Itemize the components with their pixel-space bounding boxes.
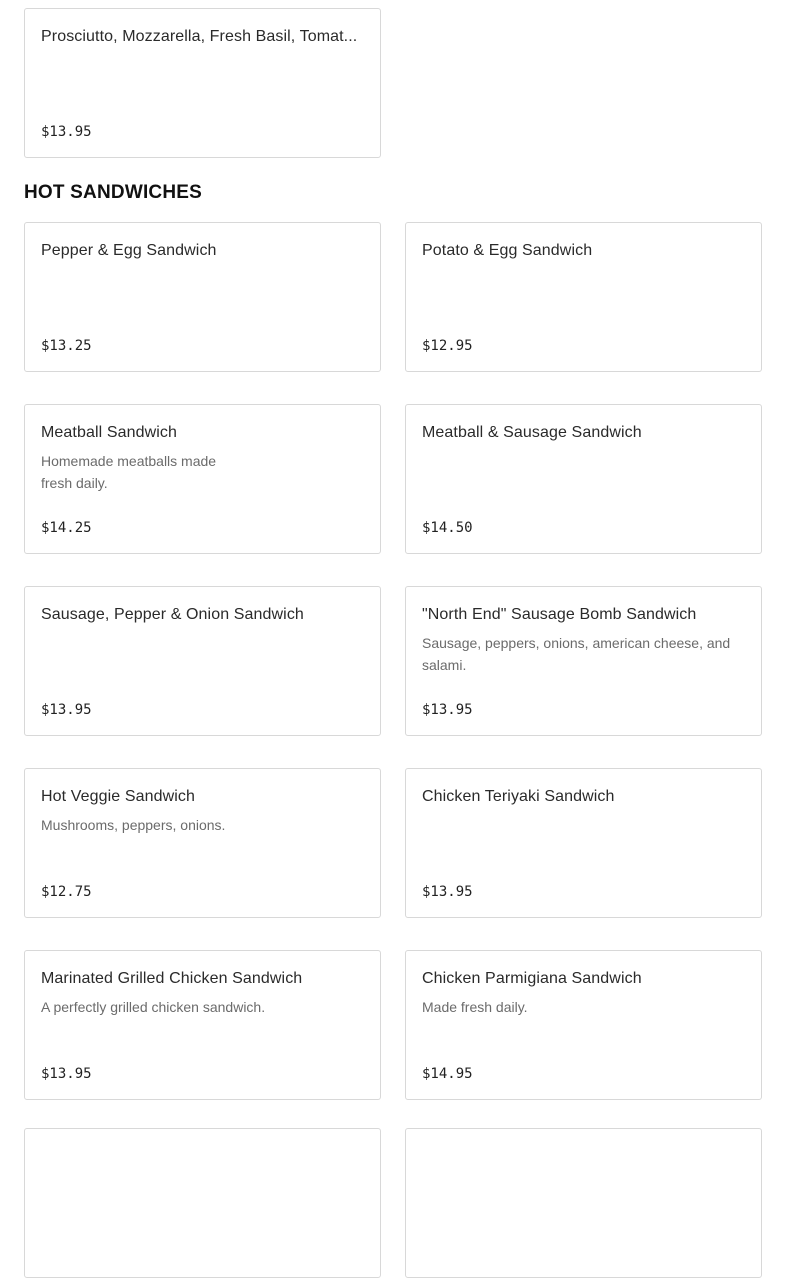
menu-item-card[interactable] — [24, 768, 381, 918]
menu-item-card[interactable] — [405, 222, 762, 372]
menu-item-name: Pepper & Egg Sandwich — [41, 242, 217, 259]
menu-item-price: $12.95 — [422, 338, 473, 354]
menu-item-name: Meatball Sandwich — [41, 424, 177, 441]
menu-item-price: $14.50 — [422, 520, 473, 536]
menu-item-name: Marinated Grilled Chicken Sandwich — [41, 970, 303, 987]
menu-item-price: $13.95 — [422, 702, 473, 718]
menu-item-card[interactable] — [24, 1128, 381, 1278]
menu-item-card[interactable] — [24, 404, 381, 554]
menu-item-price: $14.95 — [422, 1066, 473, 1082]
menu-item-card[interactable] — [405, 586, 762, 736]
menu-item-name: "North End" Sausage Bomb Sandwich — [422, 606, 697, 623]
menu-item-description: Mushrooms, peppers, onions. — [41, 817, 226, 833]
menu-item-name: Hot Veggie Sandwich — [41, 788, 196, 805]
menu-item-price: $13.95 — [41, 124, 92, 140]
menu-item-price: $13.95 — [41, 1066, 92, 1082]
menu-item-description: Made fresh daily. — [422, 999, 528, 1015]
menu-item-card[interactable] — [24, 8, 381, 158]
menu-item-card[interactable] — [24, 586, 381, 736]
menu-item-card[interactable] — [405, 768, 762, 918]
section-heading-hot-sandwiches: HOT SANDWICHES — [24, 182, 203, 203]
menu-item-description: A perfectly grilled chicken sandwich. — [41, 999, 266, 1015]
menu-item-card[interactable] — [24, 222, 381, 372]
menu-item-name: Potato & Egg Sandwich — [422, 242, 593, 259]
menu-item-card[interactable] — [405, 950, 762, 1100]
menu-item-price: $13.95 — [422, 884, 473, 900]
menu-item-description: Sausage, peppers, onions, american cheese, and salami. — [422, 635, 731, 673]
menu-item-card[interactable] — [405, 404, 762, 554]
menu-item-card[interactable] — [24, 950, 381, 1100]
menu-item-name: Sausage, Pepper & Onion Sandwich — [41, 606, 304, 623]
menu-item-card[interactable] — [405, 1128, 762, 1278]
menu-item-price: $12.75 — [41, 884, 92, 900]
menu-item-description: Homemade meatballs made fresh daily. — [41, 453, 217, 491]
menu-item-name: Meatball & Sausage Sandwich — [422, 424, 642, 441]
menu-item-price: $13.95 — [41, 702, 92, 718]
menu-item-price: $13.25 — [41, 338, 92, 354]
menu-item-name: Chicken Teriyaki Sandwich — [422, 788, 615, 805]
menu-item-price: $14.25 — [41, 520, 92, 536]
menu-item-name: Chicken Parmigiana Sandwich — [422, 970, 642, 987]
menu-item-name: Prosciutto, Mozzarella, Fresh Basil, Tomat... — [41, 28, 358, 45]
